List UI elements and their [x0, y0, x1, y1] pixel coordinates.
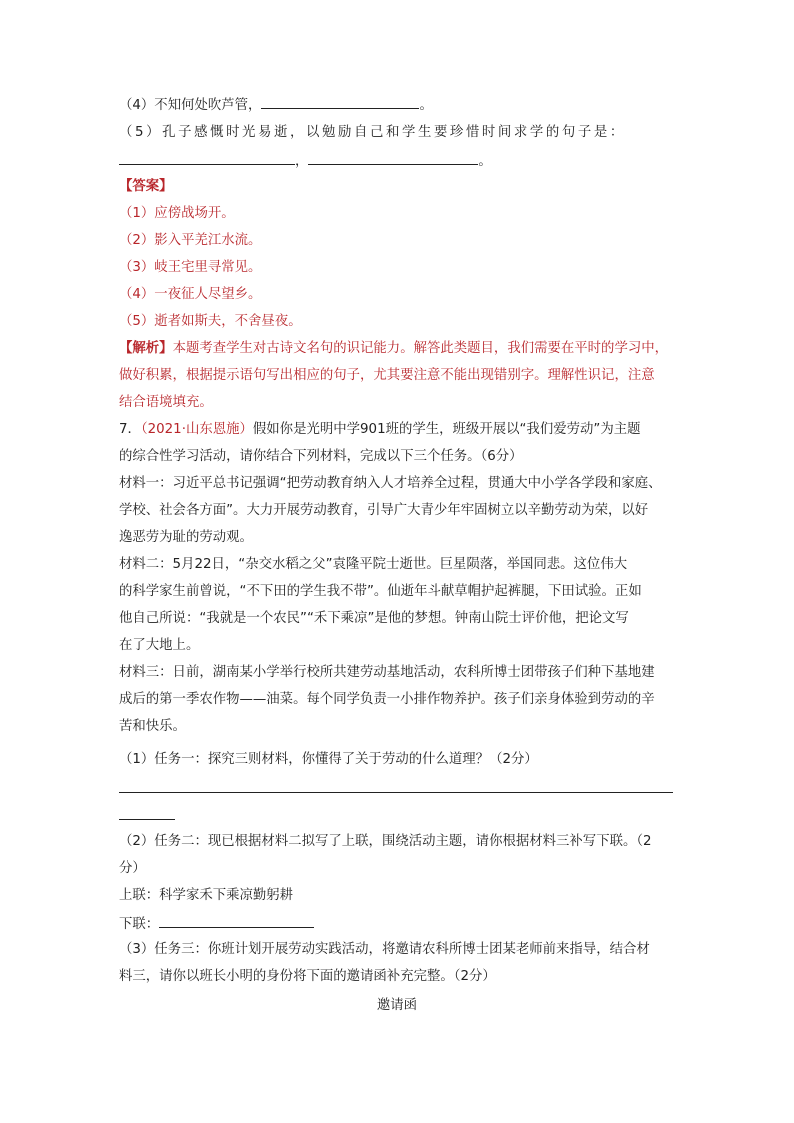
question-7-source: （2021·山东恩施） [140, 422, 253, 437]
material-line: 苦和快乐。 [119, 719, 186, 734]
question-7-line-1 [119, 420, 641, 440]
answer-item: （2）影入平羌江水流。 [119, 233, 262, 248]
material-line: 在了大地上。 [119, 638, 200, 653]
analysis-line-3: 结合语境填充。 [119, 395, 213, 410]
answer-line-task-1[interactable] [119, 792, 673, 793]
question-7-line-2: 的综合性学习活动，请你结合下列材料，完成以下三个任务。（6分） [119, 449, 523, 464]
couplet-lower [119, 913, 314, 935]
task-2-line-2: 分） [119, 861, 146, 876]
analysis-label: 【解析】 [119, 341, 173, 356]
task-3-line-1: （3）任务三：你班计划开展劳动实践活动，将邀请农科所博士团某老师前来指导，结合材 [119, 942, 650, 957]
question-4-text: （4）不知何处吹芦管， [119, 98, 262, 113]
material-line: 的科学家生前曾说，“不下田的学生我不带”。仙逝年斗献草帽护起裤腿，下田试验。正如 [119, 584, 642, 599]
invitation-title: 邀请函 [376, 998, 418, 1013]
answer-blank-q5-2[interactable] [308, 150, 478, 165]
couplet-lower-label: 下联： [119, 917, 160, 932]
question-5-end: 。 [478, 154, 492, 169]
analysis-line-1 [119, 339, 668, 359]
answer-item: （1）应傍战场开。 [119, 206, 235, 221]
answer-item: （5）逝者如斯夫，不舍昼夜。 [119, 314, 302, 329]
question-7-text-1: 假如你是光明中学901班的学生，班级开展以“我们爱劳动”为主题 [252, 422, 641, 437]
question-7-number: 7． [119, 422, 141, 437]
question-4-end: 。 [419, 98, 433, 113]
task-2-line-1: （2）任务二：现已根据材料二拟写了上联，围绕活动主题，请你根据材料三补写下联。（2 [119, 834, 652, 849]
material-line: 学校、社会各方面”。大力开展劳动教育，引导广大青少年牢固树立以辛勤劳动为荣，以好 [119, 503, 649, 518]
material-line: 材料一：习近平总书记强调“把劳动教育纳入人才培养全过程，贯通大中小学各学段和家庭、 [119, 476, 662, 491]
answer-blank-couplet[interactable] [159, 913, 314, 928]
material-line: 材料三：日前，湖南某小学举行校所共建劳动基地活动，农科所博士团带孩子们种下基地建 [119, 665, 655, 680]
question-5-text: （5）孔子感慨时光易逝，以勉励自己和学生要珍惜时间求学的句子是： [119, 125, 626, 140]
material-line: 他自己所说：“我就是一个农民”“禾下乘凉”是他的梦想。钟南山院士评价他，把论文写 [119, 611, 629, 626]
question-5-separator: ， [295, 154, 309, 169]
question-5 [119, 123, 626, 143]
material-line: 逸恶劳为耻的劳动观。 [119, 530, 253, 545]
analysis-line-2: 做好积累，根据提示语句写出相应的句子，尤其要注意不能出现错别字。理解性识记，注意 [119, 368, 655, 383]
answer-line-task-1-continued[interactable] [119, 819, 175, 820]
question-5-blanks [119, 150, 492, 172]
couplet-upper: 上联：科学家禾下乘凉勤躬耕 [119, 888, 294, 903]
answer-item: （3）岐王宅里寻常见。 [119, 260, 262, 275]
task-1: （1）任务一：探究三则材料，你懂得了关于劳动的什么道理？（2分） [119, 752, 538, 767]
question-4 [119, 94, 433, 116]
answer-item: （4）一夜征人尽望乡。 [119, 287, 262, 302]
answer-heading: 【答案】 [119, 179, 173, 194]
material-line: 成后的第一季农作物——油菜。每个同学负责一小排作物养护。孩子们亲身体验到劳动的辛 [119, 692, 655, 707]
answer-blank-q5-1[interactable] [119, 150, 295, 165]
answer-blank-q4[interactable] [261, 94, 419, 109]
material-line: 材料二：5月22日，“杂交水稻之父”袁隆平院士逝世。巨星陨落，举国同悲。这位伟大 [119, 557, 628, 572]
analysis-text-1: 本题考查学生对古诗文名句的识记能力。解答此类题目，我们需要在平时的学习中， [172, 341, 669, 356]
task-3-line-2: 料三，请你以班长小明的身份将下面的邀请函补充完整。（2分） [119, 969, 496, 984]
